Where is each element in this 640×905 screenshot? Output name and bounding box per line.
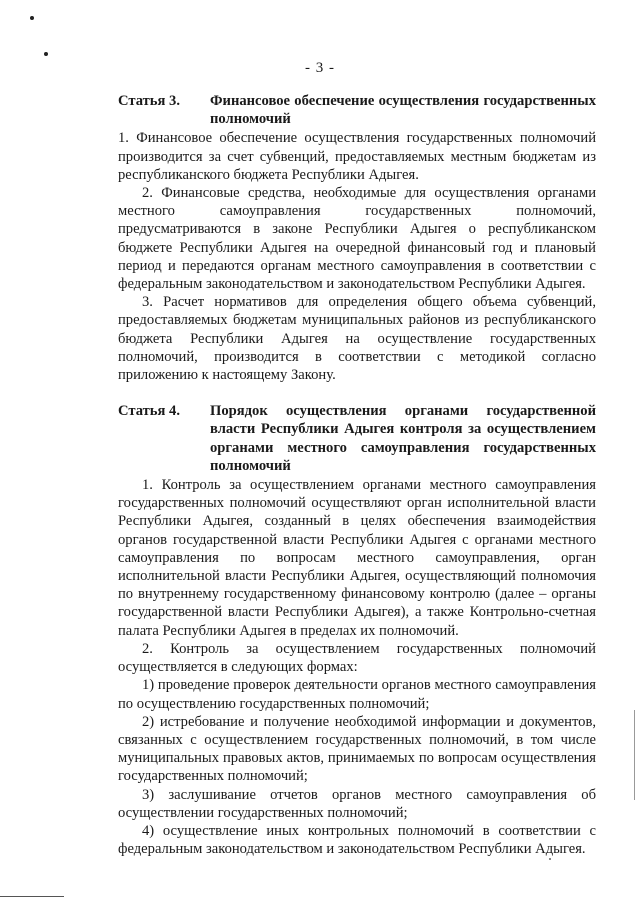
paragraph-text: 2. Контроль за осуществлением государственных полномочий осуществляется в следующих формах: bbox=[118, 640, 596, 676]
paragraph-text: 4) осуществление иных контрольных полномочий в соответствии с федеральным законодательством и законодательством Республики Адыгея. bbox=[118, 822, 596, 858]
article-title: Порядок осуществления органами государственной власти Республики Адыгея контроля за осуществлением органами местного самоуправления государственных полномочий bbox=[210, 403, 596, 474]
paragraph-text: 2. Финансовые средства, необходимые для осуществления органами местного самоуправления государственных полномочий, предусматриваются в законе Республики Адыгея о республиканском бюджете Республики Адыгея на очередной финансовый год и плановый период и передаются органам местного самоуправления в соответствии с федеральным законодательством и законодательством Республики Адыгея. bbox=[118, 185, 596, 293]
paragraph-text: 1. Контроль за осуществлением органами местного самоуправления государственных полномочий осуществляют орган исполнительной власти Республики Адыгея, созданный в целях обеспечения взаимодействия органов государственной власти Республики Адыгея с органами местного самоуправления по вопросам местного самоуправления, орган исполнительной власти Республики Адыгея, осуществляющий полномочия по внутреннему государственному финансовому контролю (далее – органы государственной власти Республики Адыгея), а также Контрольно-счетная палата Республики Адыгея в пределах их полномочий. bbox=[118, 477, 596, 639]
article-heading bbox=[118, 92, 596, 128]
paragraph bbox=[118, 476, 596, 640]
article-heading bbox=[118, 402, 596, 475]
scan-speck bbox=[549, 858, 551, 860]
page-number: - 3 - bbox=[305, 60, 335, 76]
article-3 bbox=[118, 92, 596, 384]
paragraph-text: 2) истребование и получение необходимой информации и документов, связанных с осуществлением государственных полномочий, в том числе муниципальных правовых актов, принимаемых по вопросам осуществления государственных полномочий; bbox=[118, 713, 596, 785]
article-number: Статья 3. bbox=[118, 93, 180, 109]
paragraph-text: 1) проведение проверок деятельности органов местного самоуправления по осуществлению государственных полномочий; bbox=[118, 677, 596, 712]
paragraph bbox=[118, 129, 596, 184]
footer-rule bbox=[0, 896, 64, 897]
paragraph bbox=[118, 822, 596, 858]
paragraph bbox=[118, 184, 596, 293]
scan-speck bbox=[44, 52, 48, 56]
paragraph-text: 3) заслушивание отчетов органов местного самоуправления об осуществлении государственных полномочий; bbox=[118, 786, 596, 821]
paragraph bbox=[118, 713, 596, 786]
paragraph bbox=[118, 293, 596, 384]
paragraph-text: 3. Расчет нормативов для определения общего объема субвенций, предоставляемых бюджетам муниципальных районов из республиканского бюджета Республики Адыгея на осуществление государственных полномочий, производится в соответствии с методикой согласно приложению к настоящему Закону. bbox=[118, 294, 596, 384]
document-body bbox=[118, 92, 596, 858]
article-title: Финансовое обеспечение осуществления государственных полномочий bbox=[210, 93, 596, 128]
article-4 bbox=[118, 402, 596, 858]
paragraph bbox=[118, 640, 596, 676]
paragraph bbox=[118, 786, 596, 822]
paragraph bbox=[118, 676, 596, 712]
scan-speck bbox=[30, 16, 34, 20]
article-number: Статья 4. bbox=[118, 403, 180, 420]
scan-edge-line bbox=[634, 710, 635, 800]
paragraph-text: 1. Финансовое обеспечение осуществления государственных полномочий производится за счет субвенций, предоставляемых местным бюджетам из республиканского бюджета Республики Адыгея. bbox=[118, 130, 596, 183]
